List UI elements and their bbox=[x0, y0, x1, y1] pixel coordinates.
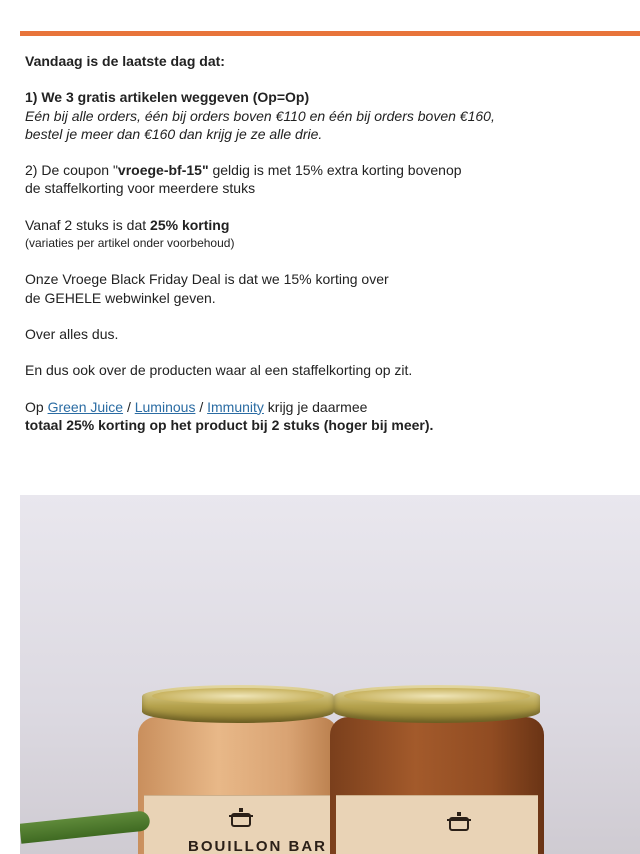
link-luminous[interactable]: Luminous bbox=[134, 398, 196, 415]
products-line: Op Green Juice / Luminous / Immunity krijg je daarmee bbox=[25, 398, 368, 415]
also-text: En dus ook over de producten waar al een staffelkorting op zit. bbox=[25, 362, 413, 379]
email-body bbox=[25, 52, 625, 434]
point1-heading: 1) We 3 gratis artikelen weggeven (Op=Op) bbox=[25, 89, 310, 106]
tier-text: Vanaf 2 stuks is dat 25% korting bbox=[25, 216, 230, 233]
point1-line1: Eén bij alle orders, één bij orders boven €110 en één bij orders boven €160, bbox=[25, 107, 495, 124]
deal-line2: de GEHELE webwinkel geven. bbox=[25, 289, 216, 306]
point1-line2: bestel je meer dan €160 dan krijg je ze alle drie. bbox=[25, 125, 323, 142]
accent-divider bbox=[20, 31, 640, 36]
point2-line1: 2) De coupon "vroege-bf-15" geldig is met 15% extra korting bovenop bbox=[25, 162, 462, 179]
over-alles-text: Over alles dus. bbox=[25, 325, 119, 342]
coupon-code: vroege-bf-15" bbox=[117, 162, 209, 179]
tier-note: (variaties per artikel onder voorbehoud) bbox=[25, 235, 235, 250]
deal-line1: Onze Vroege Black Friday Deal is dat we 15% korting over bbox=[25, 271, 389, 288]
products-bold-line: totaal 25% korting op het product bij 2 stuks (hoger bij meer). bbox=[25, 416, 434, 433]
jar-right bbox=[330, 685, 544, 854]
cooking-pot-icon bbox=[446, 810, 472, 832]
cooking-pot-icon bbox=[228, 806, 254, 828]
intro-text: Vandaag is de laatste dag dat: bbox=[25, 53, 225, 69]
jar-label-text: BOUILLON BAR bbox=[188, 838, 327, 854]
link-green-juice[interactable]: Green Juice bbox=[47, 398, 124, 415]
green-stem bbox=[20, 810, 151, 843]
product-photo[interactable] bbox=[20, 495, 640, 854]
link-immunity[interactable]: Immunity bbox=[207, 398, 264, 415]
jar-left bbox=[138, 685, 338, 854]
point2-line2: de staffelkorting voor meerdere stuks bbox=[25, 180, 256, 197]
